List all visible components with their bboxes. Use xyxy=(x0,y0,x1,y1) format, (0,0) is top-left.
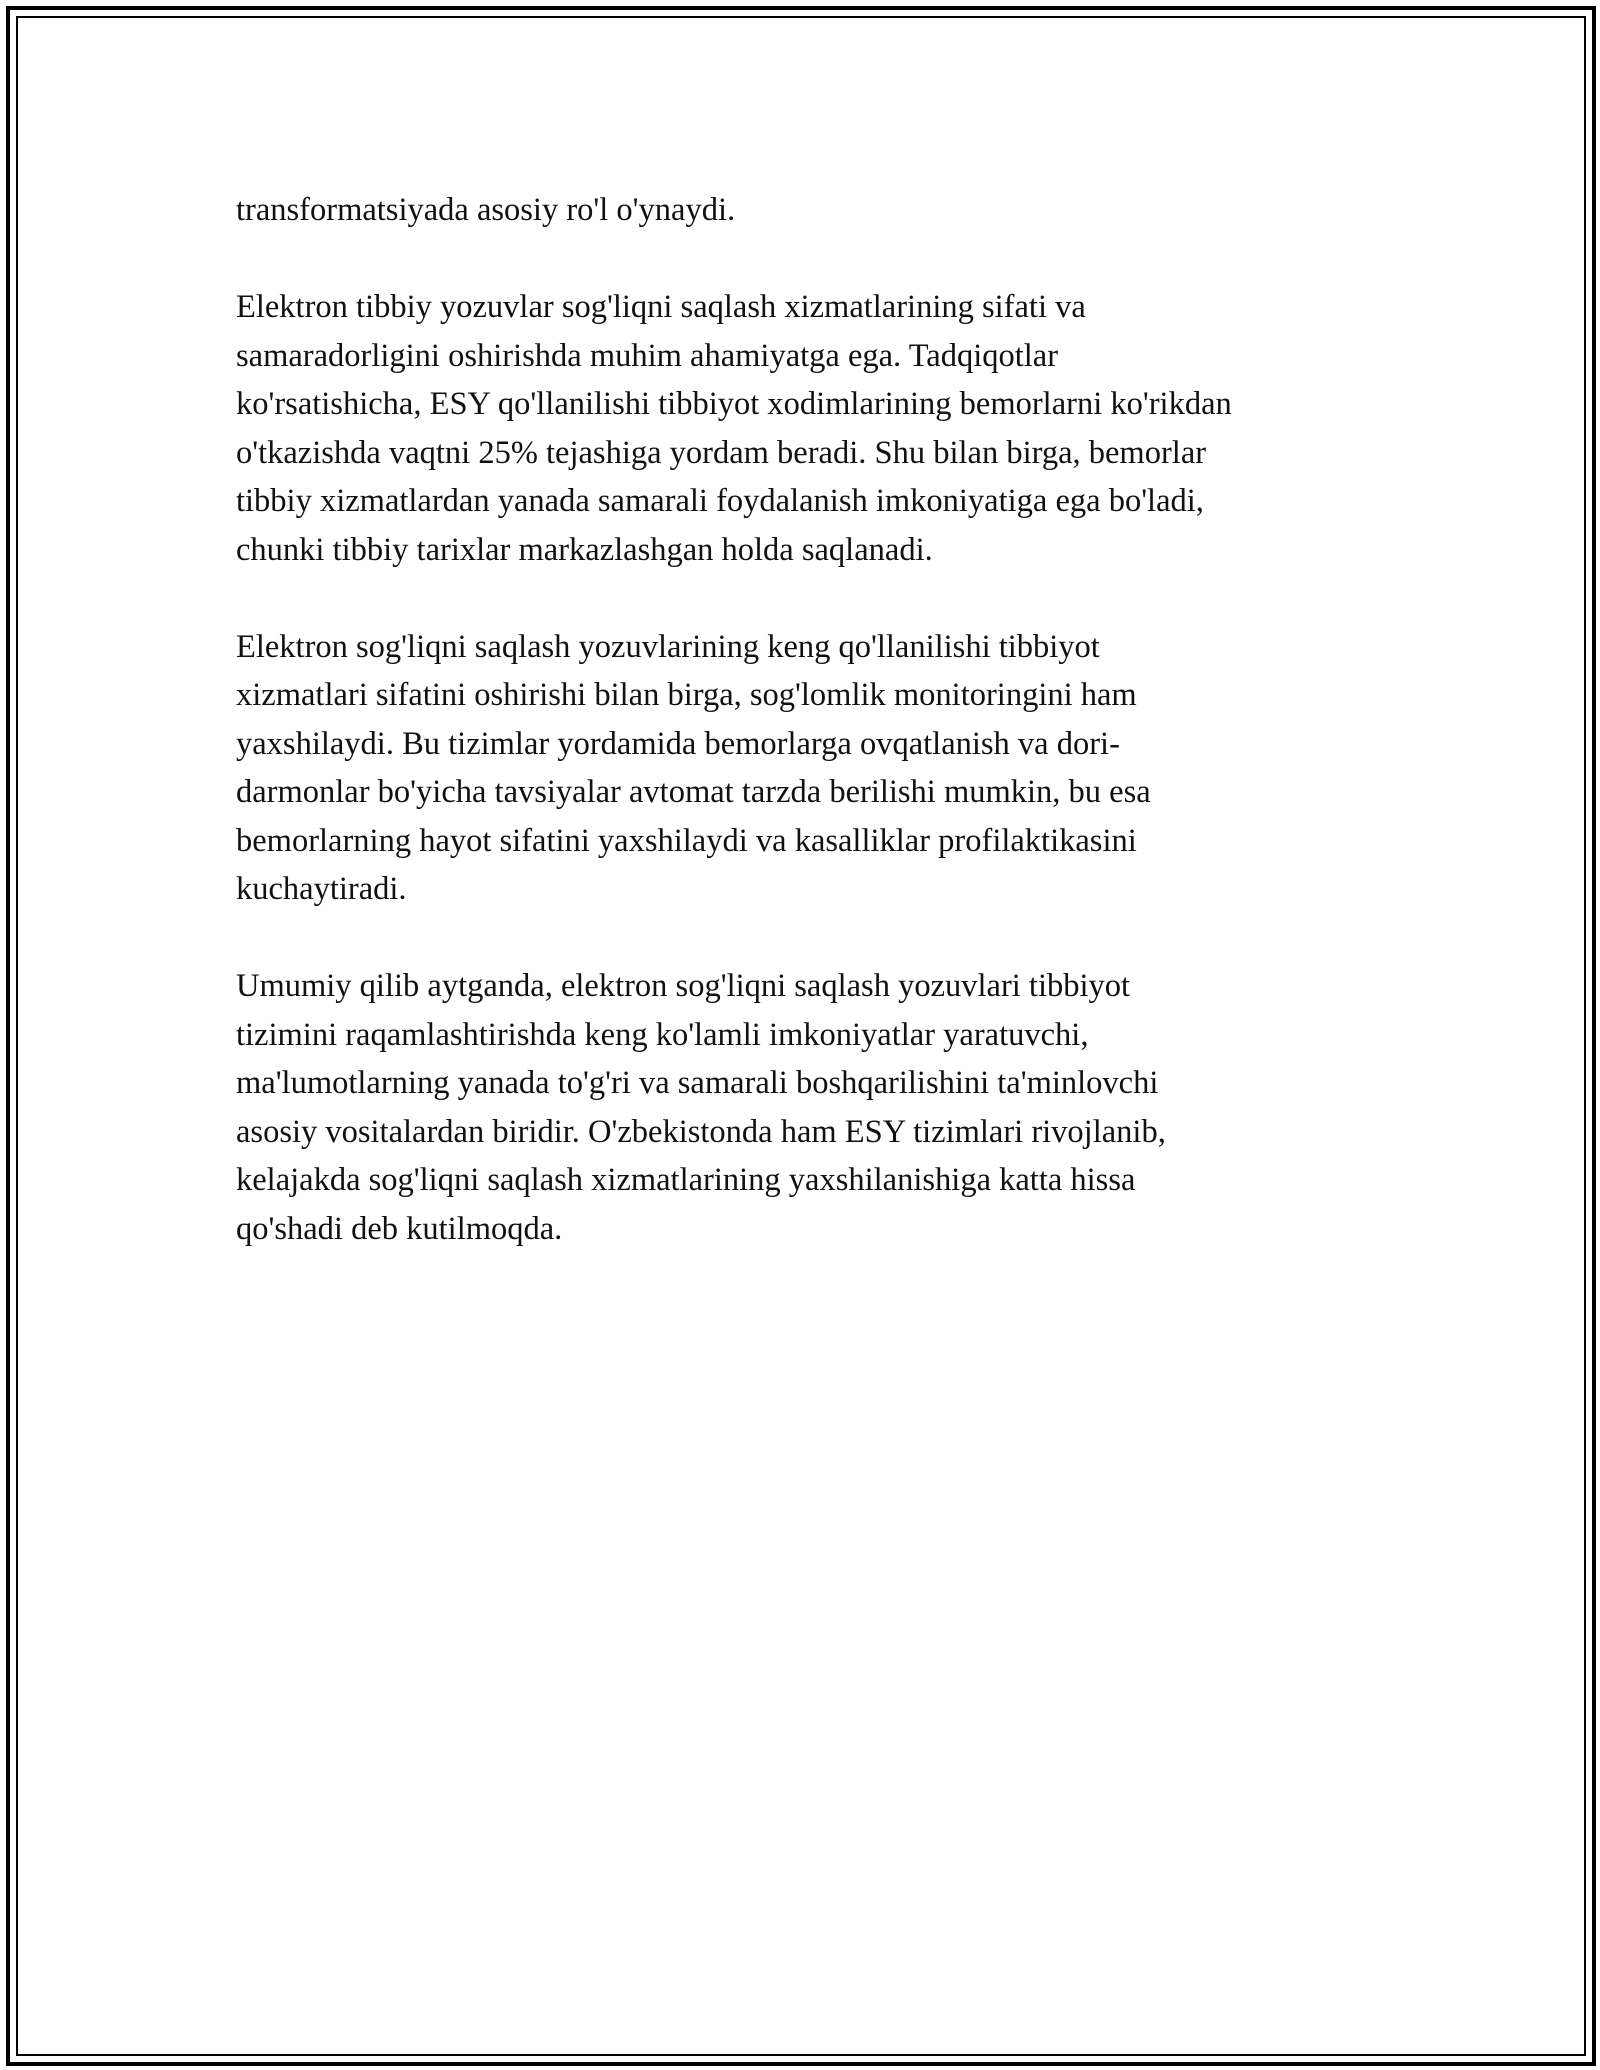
text-line: qo'shadi deb kutilmoqda. xyxy=(236,1210,563,1247)
text-line: o'tkazishda vaqtni 25% tejashiga yordam beradi. Shu bilan birga, bemorlar xyxy=(236,434,1207,471)
text-line: transformatsiyada asosiy ro'l o'ynaydi. xyxy=(236,192,736,228)
text-line: darmonlar bo'yicha tavsiyalar avtomat tarzda berilishi mumkin, bu esa xyxy=(236,774,1151,810)
text-line: bemorlarning hayot sifatini yaxshilaydi va kasalliklar profilaktikasini xyxy=(236,822,1137,859)
text-line: asosiy vositalardan biridir. O'zbekistonda ham ESY tizimlari rivojlanib, xyxy=(236,1113,1166,1150)
document-body xyxy=(236,186,1366,1302)
text-line: tibbiy xizmatlardan yanada samarali foydalanish imkoniyatiga ega bo'ladi, xyxy=(236,483,1204,519)
text-line: Elektron tibbiy yozuvlar sog'liqni saqlash xizmatlarining sifati va xyxy=(236,289,1086,325)
paragraph-2 xyxy=(236,283,1366,574)
text-line: chunki tibbiy tarixlar markazlashgan holda saqlanadi. xyxy=(236,531,933,568)
paragraph-3 xyxy=(236,623,1366,914)
paragraph-1 xyxy=(236,186,1366,235)
text-line: xizmatlari sifatini oshirishi bilan birga, sog'lomlik monitoringini ham xyxy=(236,677,1137,713)
text-line: Umumiy qilib aytganda, elektron sog'liqni saqlash yozuvlari tibbiyot xyxy=(236,968,1131,1004)
text-line: kelajakda sog'liqni saqlash xizmatlarining yaxshilanishiga katta hissa xyxy=(236,1162,1136,1198)
text-line: ko'rsatishicha, ESY qo'llanilishi tibbiyot xodimlarining bemorlarni ko'rikdan xyxy=(236,386,1232,422)
text-line: kuchaytiradi. xyxy=(236,871,407,907)
text-line: samaradorligini oshirishda muhim ahamiyatga ega. Tadqiqotlar xyxy=(236,337,1059,374)
text-line: ma'lumotlarning yanada to'g'ri va samarali boshqarilishini ta'minlovchi xyxy=(236,1065,1159,1101)
text-line: yaxshilaydi. Bu tizimlar yordamida bemorlarga ovqatlanish va dori- xyxy=(236,725,1120,762)
text-line: tizimini raqamlashtirishda keng ko'lamli imkoniyatlar yaratuvchi, xyxy=(236,1016,1089,1053)
text-line: Elektron sog'liqni saqlash yozuvlarining keng qo'llanilishi tibbiyot xyxy=(236,628,1100,665)
paragraph-4 xyxy=(236,962,1366,1253)
